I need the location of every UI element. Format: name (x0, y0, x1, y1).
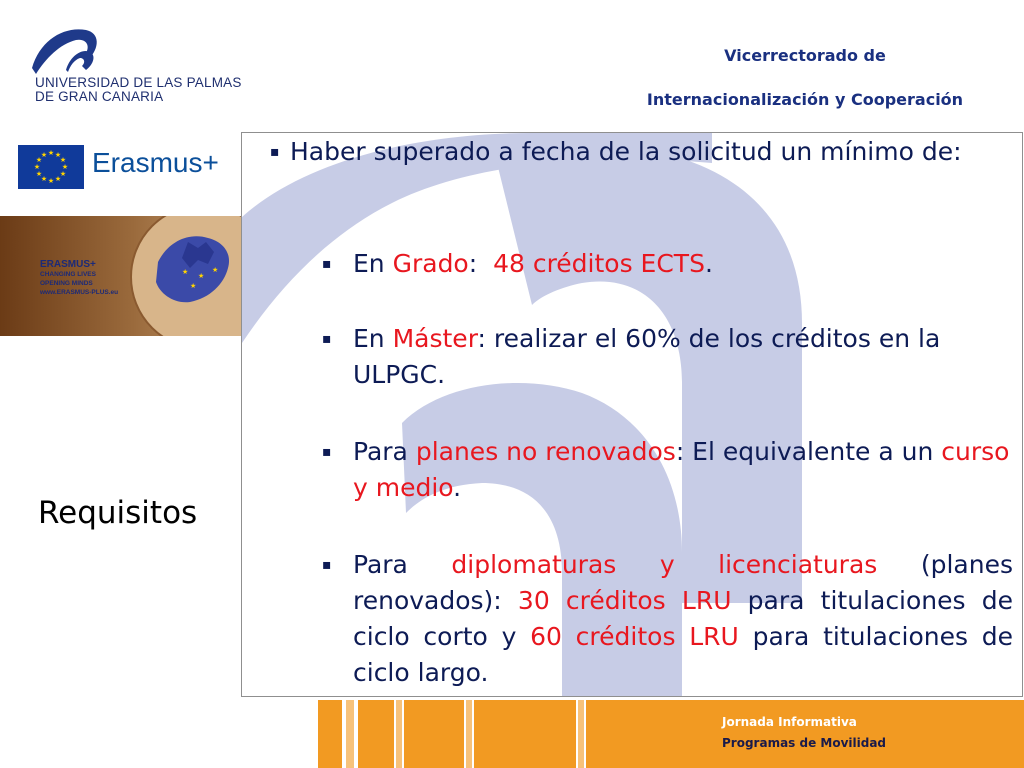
item-text: : El equivalente a un (675, 437, 942, 466)
item-highlight: Máster (392, 324, 478, 353)
square-bullet-icon: ▪ (322, 331, 332, 347)
item-highlight: diplomaturas y licenciaturas (451, 550, 878, 579)
footer-line2: Programas de Movilidad (722, 736, 887, 750)
intro-text: Haber superado a fecha de la solicitud un mínimo de: (290, 137, 962, 166)
svg-text:★: ★ (35, 156, 43, 164)
item-highlight: Grado (392, 249, 469, 278)
university-name-line2: DE GRAN CANARIA (35, 89, 164, 104)
svg-text:★: ★ (35, 170, 43, 178)
svg-text:★: ★ (212, 266, 219, 274)
erasmus-logo-text: Erasmus+ (92, 147, 219, 178)
item-text: (planes renovados): (353, 550, 1013, 615)
item-highlight: 30 créditos LRU (517, 586, 732, 615)
item-highlight: curso y medio (353, 437, 1010, 502)
eu-flag-icon (18, 145, 84, 189)
item-text: Para (353, 437, 416, 466)
square-bullet-icon: ▪ (270, 144, 280, 160)
svg-text:★: ★ (198, 272, 205, 280)
square-bullet-icon: ▪ (322, 444, 332, 460)
square-bullet-icon: ▪ (322, 256, 332, 272)
item-text: Para (353, 550, 452, 579)
item-highlight: 48 créditos ECTS (493, 249, 705, 278)
item-text: para titulaciones de ciclo largo. (353, 622, 1013, 687)
svg-text:★: ★ (54, 151, 62, 159)
square-bullet-icon: ▪ (322, 557, 332, 573)
footer-bar (578, 700, 584, 768)
footer-bar (358, 700, 394, 768)
footer-line1: Jornada Informativa (722, 715, 857, 729)
list-item (353, 321, 1013, 393)
university-name-line1: UNIVERSIDAD DE LAS PALMAS (35, 75, 242, 90)
banner-line2: CHANGING LIVES (40, 271, 96, 278)
svg-text:★: ★ (59, 170, 67, 178)
svg-text:★: ★ (59, 156, 67, 164)
footer-caption (722, 712, 886, 754)
svg-text:★: ★ (182, 268, 189, 276)
svg-text:★: ★ (40, 175, 48, 183)
globe-europe-icon (128, 216, 241, 336)
list-item (353, 547, 1013, 691)
item-text: : (468, 249, 494, 278)
requirements-content (242, 133, 1023, 697)
banner-line4: www.ERASMUS-PLUS.eu (40, 289, 119, 296)
footer-bar (318, 700, 342, 768)
erasmus-logo (18, 143, 240, 191)
item-highlight: 60 créditos LRU (530, 622, 739, 651)
vicerrectorado-line1: Vicerrectorado de (724, 46, 886, 65)
item-text: . (453, 473, 462, 502)
list-item (353, 434, 1013, 506)
item-text: : realizar el 60% de los créditos en la ULPGC. (353, 324, 941, 389)
item-text: . (704, 249, 713, 278)
svg-text:★: ★ (47, 177, 55, 185)
item-text: En (353, 324, 393, 353)
vicerrectorado-title (600, 34, 1010, 122)
erasmus-banner (0, 216, 241, 336)
footer-bar (404, 700, 464, 768)
banner-text (40, 260, 118, 297)
svg-text:★: ★ (61, 163, 69, 171)
footer-bar (346, 700, 354, 768)
list-item (353, 246, 1013, 282)
svg-text:★: ★ (54, 175, 62, 183)
university-name (35, 76, 242, 104)
vicerrectorado-line2: Internacionalización y Cooperación (646, 90, 964, 109)
footer-bar (466, 700, 472, 768)
section-title: Requisitos (38, 495, 198, 531)
footer-bar (396, 700, 402, 768)
footer-bar (474, 700, 576, 768)
banner-line1: ERASMUS+ (40, 259, 96, 270)
item-text: En (353, 249, 393, 278)
requirements-box (241, 132, 1023, 697)
svg-text:★: ★ (40, 151, 48, 159)
banner-line3: OPENING MINDS (40, 280, 93, 287)
item-text: para titulaciones de ciclo corto y (353, 586, 1013, 651)
svg-text:★: ★ (33, 163, 41, 171)
item-highlight: planes no renovados (415, 437, 676, 466)
svg-text:★: ★ (190, 282, 197, 290)
svg-text:★: ★ (47, 149, 55, 157)
